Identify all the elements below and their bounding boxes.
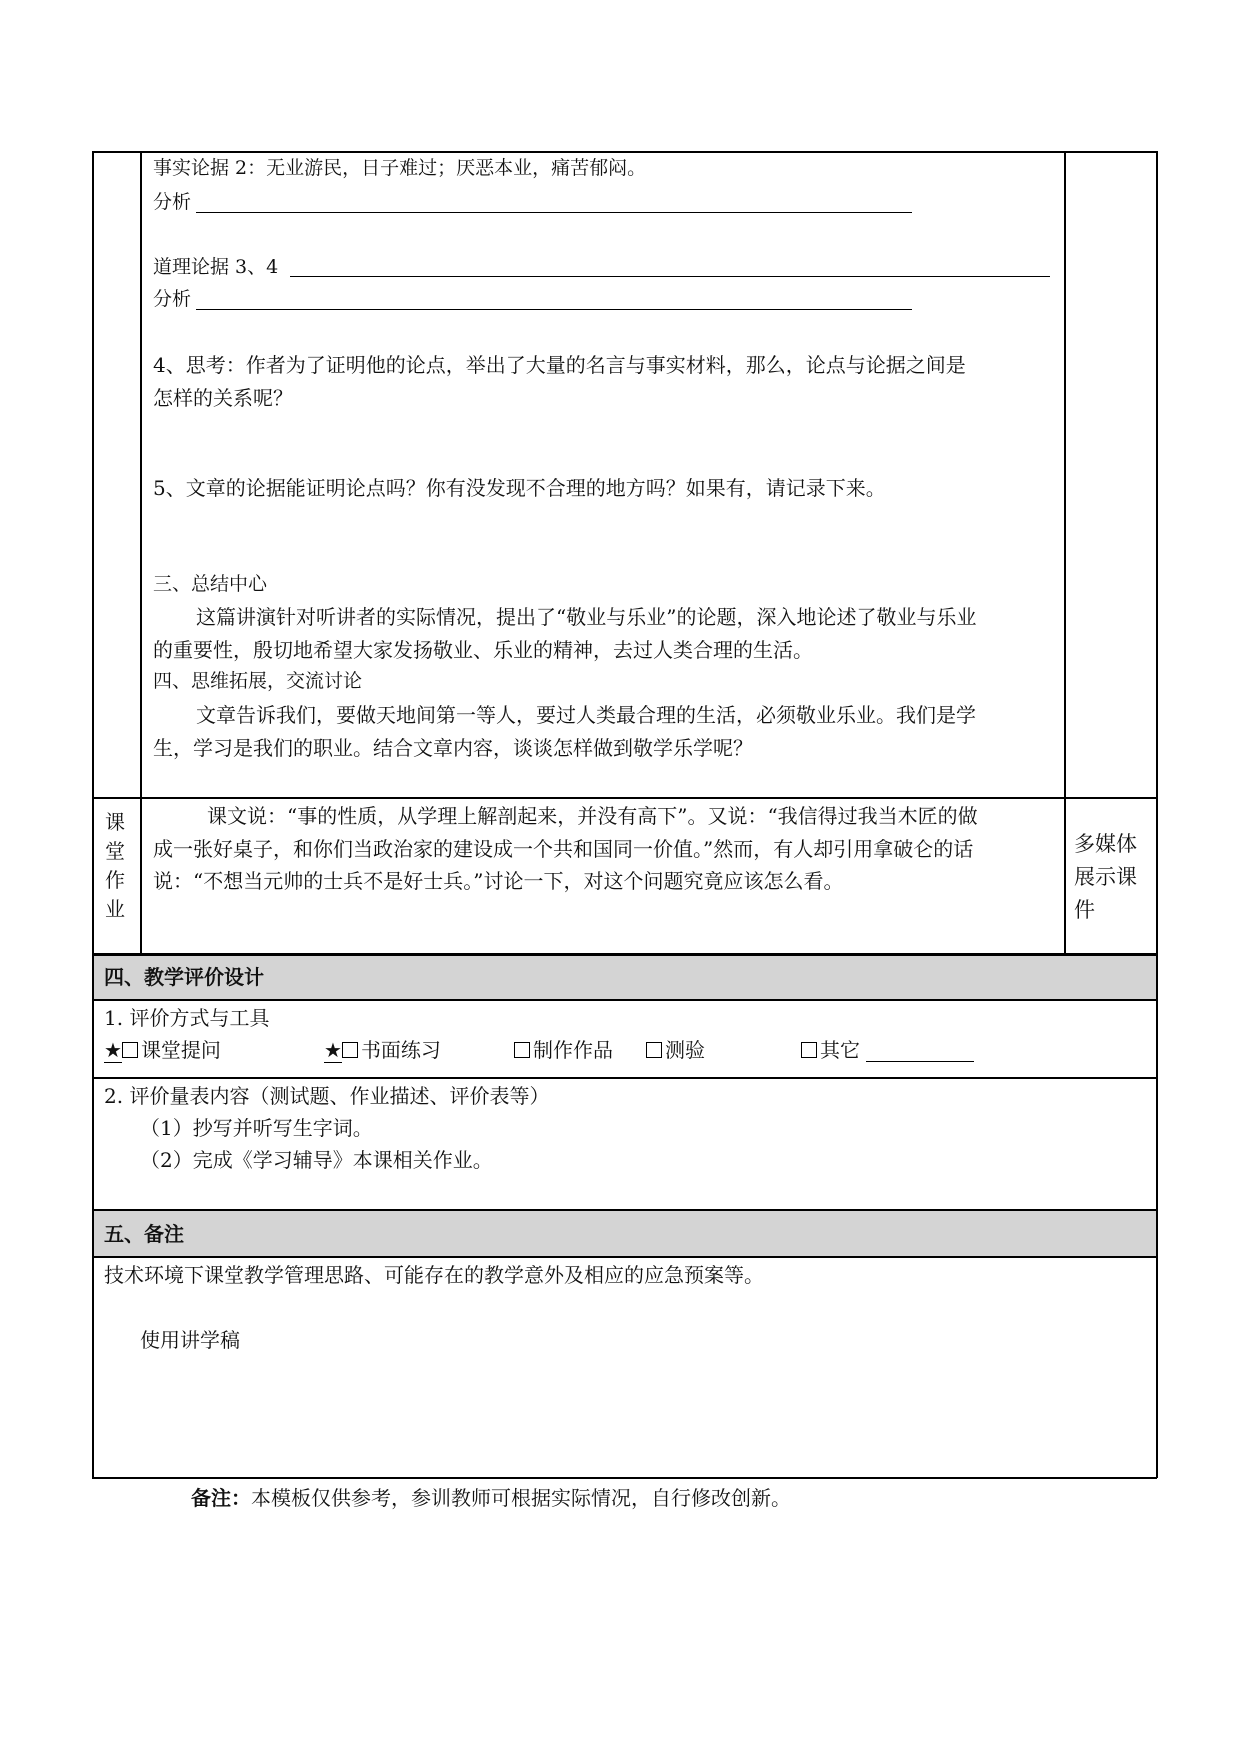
checkbox-icon[interactable] — [646, 1042, 662, 1058]
fact-evidence-2: 事实论据 2：无业游民，日子难过；厌恶本业，痛苦郁闷。 — [153, 157, 647, 179]
remarks-line2: 使用讲学稿 — [140, 1328, 240, 1352]
star-icon: ★ — [324, 1038, 342, 1062]
option-classroom-questions[interactable] — [104, 1040, 221, 1060]
homework-label-char: 作 — [105, 868, 125, 892]
option-other[interactable] — [801, 1040, 860, 1060]
analysis-blank-2[interactable] — [196, 309, 912, 310]
checkbox-icon[interactable] — [514, 1042, 530, 1058]
homework-line3: 说：“不想当元帅的士兵不是好士兵。”讨论一下，对这个问题究竟应该怎么看。 — [153, 869, 844, 893]
option-label: 制作作品 — [533, 1038, 613, 1062]
summary-line2: 的重要性，殷切地希望大家发扬敬业、乐业的精神，去过人类合理的生活。 — [153, 638, 813, 662]
reason-evidence-34: 道理论据 3、4 — [153, 256, 279, 278]
media-note — [1074, 828, 1137, 927]
option-make-work[interactable] — [514, 1040, 613, 1060]
checkbox-icon[interactable] — [801, 1042, 817, 1058]
extension-line2: 生，学习是我们的职业。结合文章内容，谈谈怎样做到敬学乐学呢？ — [153, 736, 753, 760]
homework-label — [105, 808, 125, 924]
summary-heading: 三、总结中心 — [153, 573, 268, 595]
extension-line1: 文章告诉我们，要做天地间第一等人，要过人类最合理的生活，必须敬业乐业。我们是学 — [196, 703, 976, 727]
star-icon: ★ — [104, 1038, 122, 1062]
scale-item-1: （1）抄写并听写生字词。 — [140, 1116, 373, 1140]
remarks-line1: 技术环境下课堂教学管理思路、可能存在的教学意外及相应的应急预案等。 — [104, 1263, 764, 1287]
summary-line1: 这篇讲演针对听讲者的实际情况，提出了“敬业与乐业”的论题，深入地论述了敬业与乐业 — [196, 605, 977, 629]
homework-line1: 课文说：“事的性质，从学理上解剖起来，并没有高下”。又说：“我信得过我当木匠的做 — [207, 804, 978, 828]
checkbox-icon[interactable] — [342, 1042, 358, 1058]
remarks-header-shade — [93, 1210, 1156, 1256]
media-note-line: 多媒体 — [1074, 832, 1137, 856]
question-5: 5、文章的论据能证明论点吗？你有没发现不合理的地方吗？如果有，请记录下来。 — [153, 476, 886, 500]
media-note-line: 展示课 — [1074, 865, 1137, 889]
analysis-label-2: 分析 — [153, 288, 192, 310]
footer-label: 备注： — [191, 1486, 251, 1510]
reason-evidence-blank[interactable] — [290, 276, 1050, 277]
option-label: 其它 — [820, 1038, 860, 1062]
scale-item-2: （2）完成《学习辅导》本课相关作业。 — [140, 1148, 493, 1172]
option-label: 课堂提问 — [140, 1038, 221, 1062]
option-label: 测验 — [665, 1038, 705, 1062]
analysis-blank-1[interactable] — [196, 212, 912, 213]
question-4-line1: 4、思考：作者为了证明他的论点，举出了大量的名言与事实材料，那么，论点与论据之间是 — [153, 353, 966, 377]
checkbox-icon[interactable] — [122, 1042, 138, 1058]
footer-note — [191, 1488, 791, 1508]
media-note-line: 件 — [1074, 898, 1095, 922]
option-quiz[interactable] — [646, 1040, 705, 1060]
footer-text: 本模板仅供参考，参训教师可根据实际情况，自行修改创新。 — [251, 1486, 791, 1510]
analysis-label-1: 分析 — [153, 191, 192, 213]
homework-label-char: 课 — [105, 810, 125, 834]
homework-label-char: 堂 — [105, 839, 125, 863]
question-4-line2: 怎样的关系呢？ — [153, 386, 293, 410]
option-label: 书面练习 — [360, 1038, 441, 1062]
evaluation-heading: 四、教学评价设计 — [104, 965, 264, 989]
methods-title: 1. 评价方式与工具 — [104, 1006, 270, 1030]
other-blank[interactable] — [866, 1061, 974, 1062]
extension-heading: 四、思维拓展，交流讨论 — [153, 670, 363, 692]
option-written-exercise[interactable] — [324, 1040, 441, 1060]
homework-label-char: 业 — [105, 897, 125, 921]
scale-title: 2. 评价量表内容（测试题、作业描述、评价表等） — [104, 1084, 550, 1108]
homework-line2: 成一张好桌子，和你们当政治家的建设成一个共和国同一价值。”然而，有人却引用拿破仑的话 — [153, 837, 974, 861]
remarks-heading: 五、备注 — [104, 1222, 184, 1246]
